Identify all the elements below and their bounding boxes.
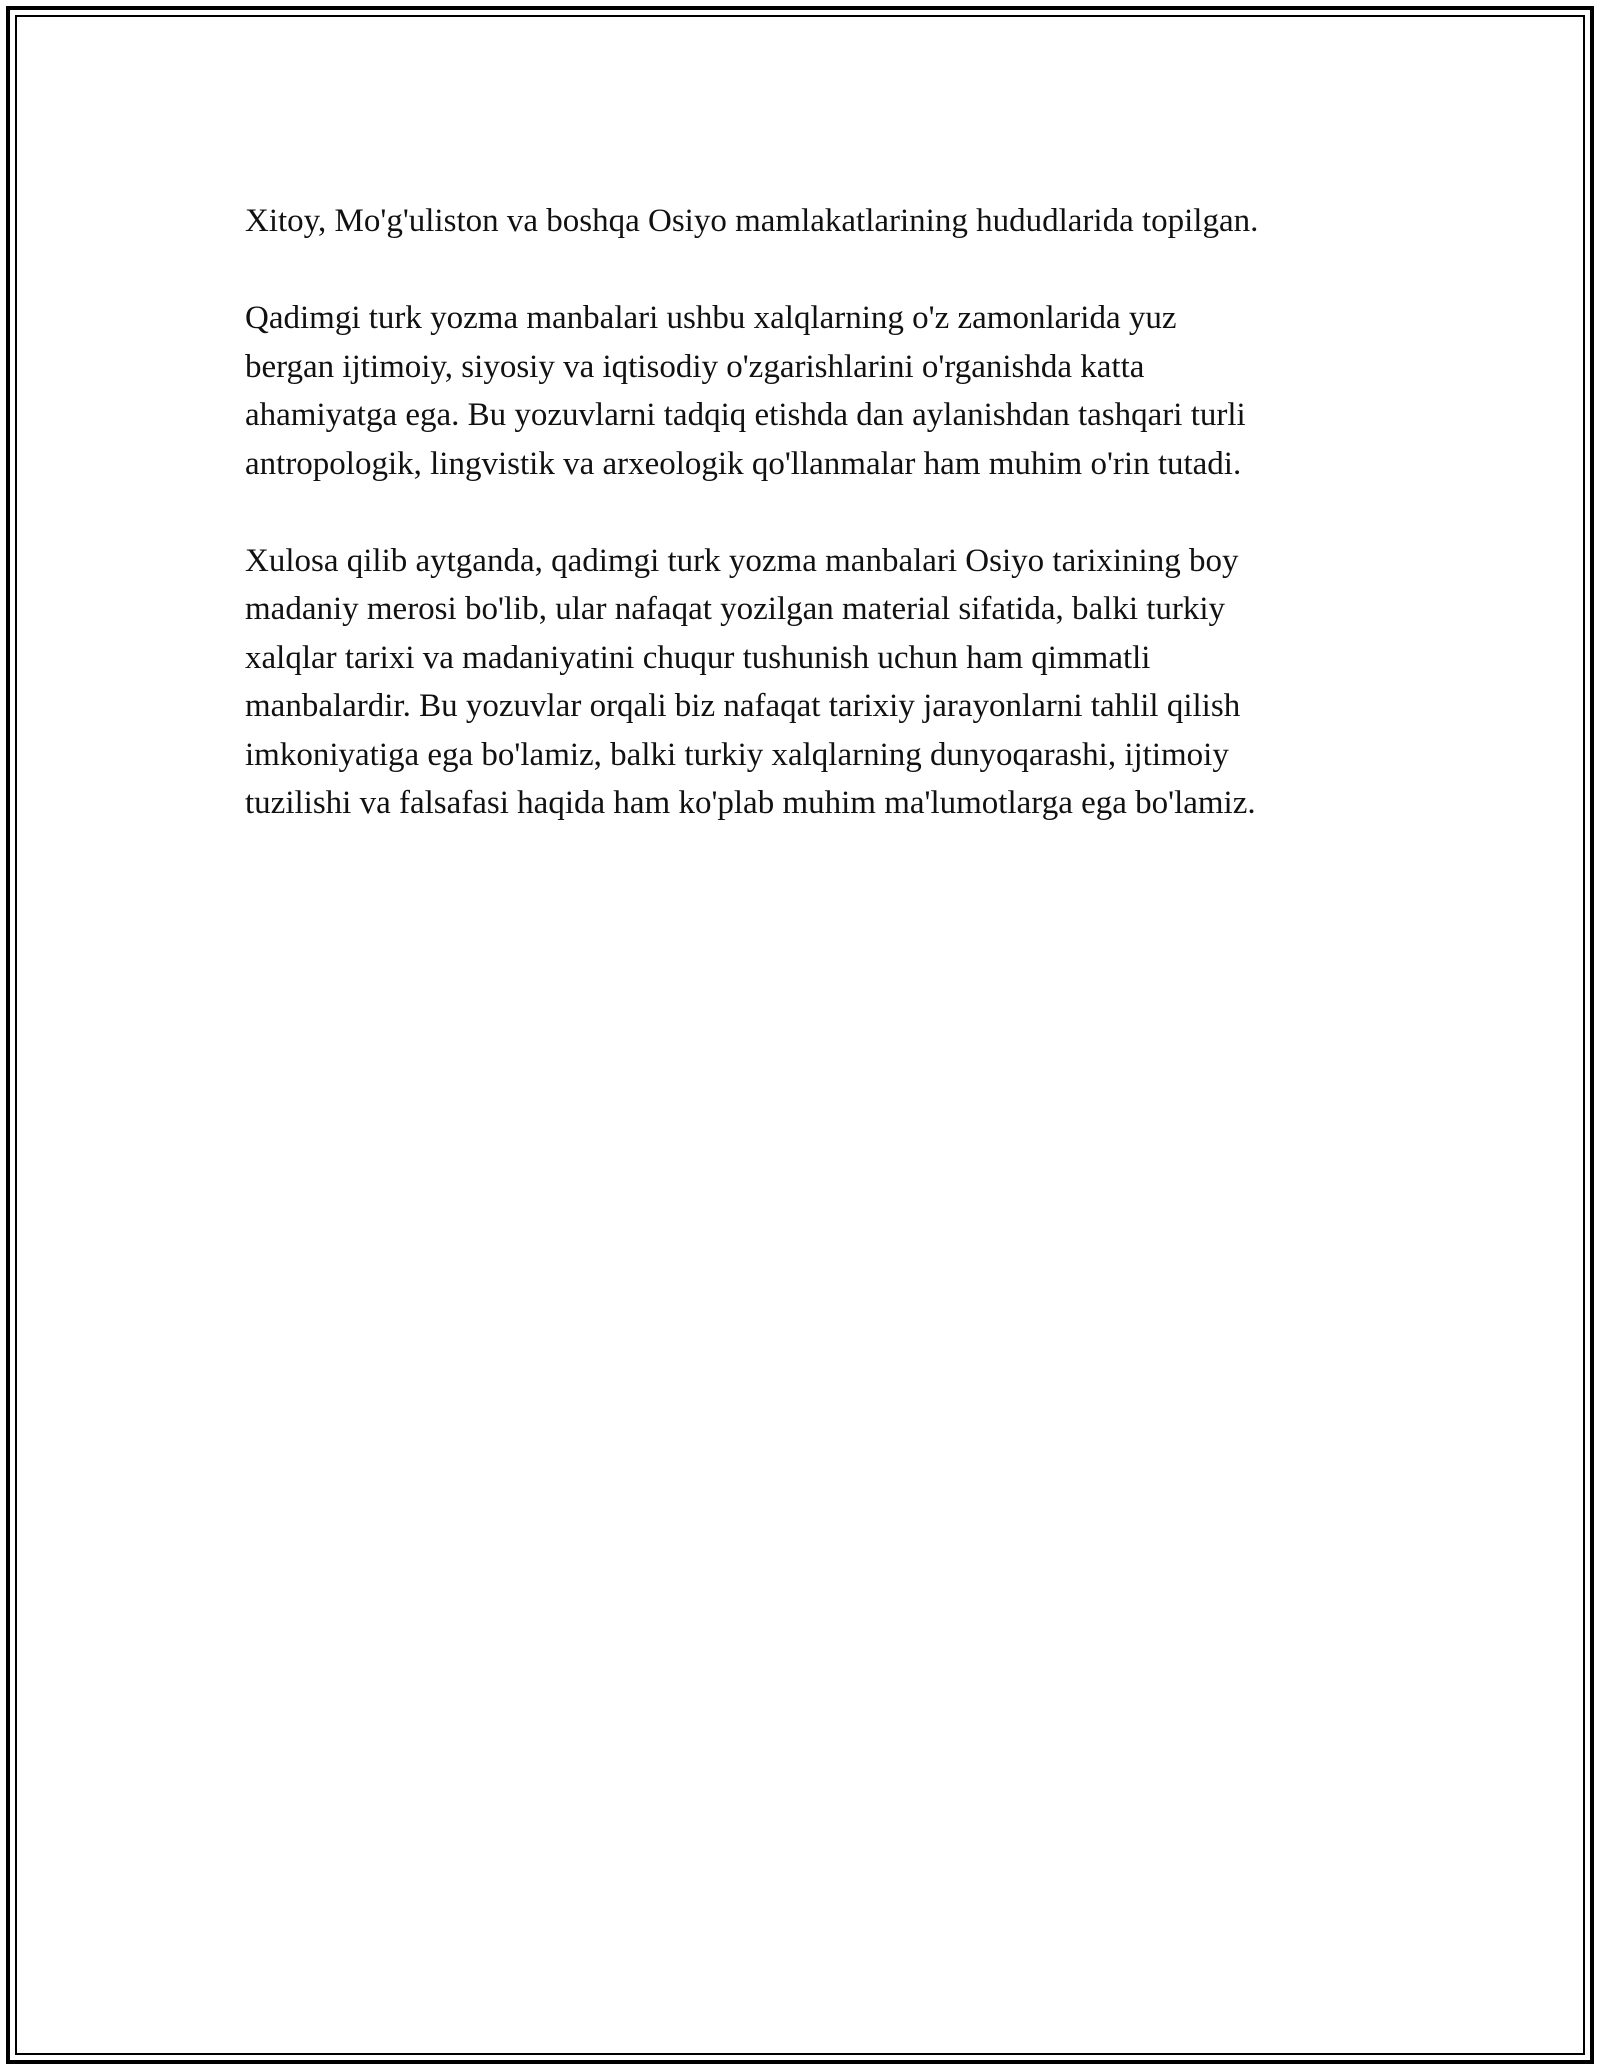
page-frame [6, 6, 1594, 2064]
text-line: xalqlar tarixi va madaniyatini chuqur tushunish uchun ham qimmatli [245, 639, 1151, 676]
text-line: manbalardir. Bu yozuvlar orqali biz nafaqat tarixiy jarayonlarni tahlil qilish [245, 688, 1241, 724]
text-line: Xitoy, Mo'g'uliston va boshqa Osiyo mamlakatlarining hududlarida topilgan. [245, 203, 1259, 239]
text-line: Xulosa qilib aytganda, qadimgi turk yozma manbalari Osiyo tarixining boy [245, 542, 1239, 579]
text-line: imkoniyatiga ega bo'lamiz, balki turkiy xalqlarning dunyoqarashi, ijtimoiy [245, 736, 1229, 773]
paragraph-intro [245, 197, 1405, 246]
paragraph-conclusion [245, 537, 1405, 828]
text-line: madaniy merosi bo'lib, ular nafaqat yozilgan material sifatida, balki turkiy [245, 591, 1226, 627]
text-line: bergan ijtimoiy, siyosiy va iqtisodiy o'zgarishlarini o'rganishda katta [245, 348, 1145, 385]
document-body [245, 197, 1405, 876]
text-line: ahamiyatga ega. Bu yozuvlarni tadqiq etishda dan aylanishdan tashqari turli [245, 397, 1246, 433]
text-line: antropologik, lingvistik va arxeologik qo'llanmalar ham muhim o'rin tutadi. [245, 445, 1242, 482]
text-line: tuzilishi va falsafasi haqida ham ko'plab muhim ma'lumotlarga ega bo'lamiz. [245, 785, 1256, 821]
text-line: Qadimgi turk yozma manbalari ushbu xalqlarning o'z zamonlarida yuz [245, 300, 1177, 336]
paragraph-significance [245, 294, 1405, 488]
